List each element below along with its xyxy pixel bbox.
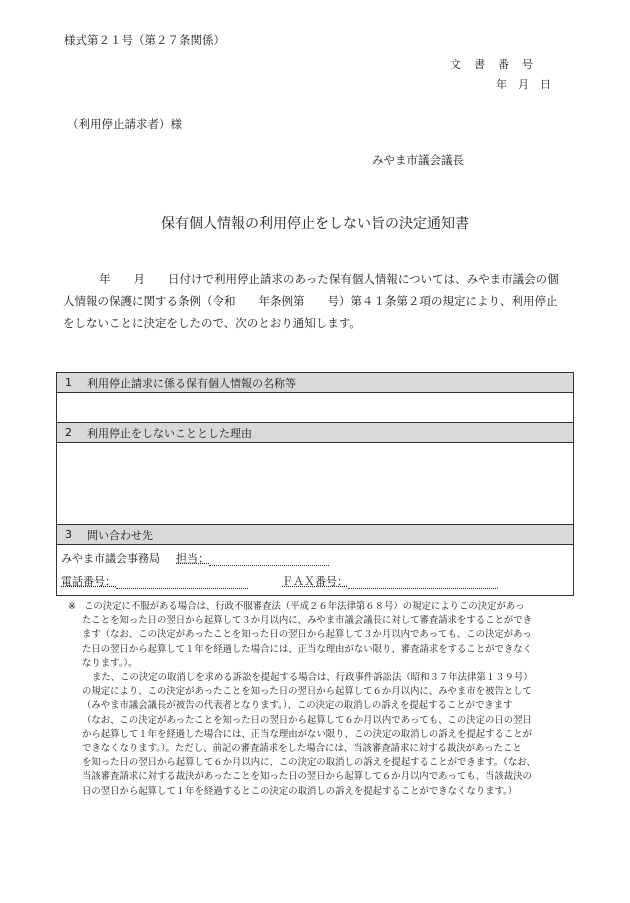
note-line: の規定により、この決定があったことを知った日の翌日から起算して６か月以内に、みやま市を被告として — [82, 686, 532, 698]
note-line: たことを知った日の翌日から起算して３か月以内に、みやま市議会議長に対して審査請求をすることができ — [82, 615, 533, 627]
document-title: 保有個人情報の利用停止をしない旨の決定通知書 — [161, 216, 469, 232]
row-label: 問い合わせ先 — [87, 528, 153, 542]
body-line: 人情報の保護に関する条例（令和 年条例第 号）第４１条第２項の規定により、利用停止 — [63, 294, 558, 308]
body-paragraph — [63, 268, 583, 334]
note-line: （みやま市議会議長が被告の代表者となります。）、この決定の取消しの訴えを提起することができます — [82, 700, 513, 712]
note-line: 当該審査請求に対する裁決があったことを知った日の翌日から起算して６か月以内であっても、当該裁決の — [82, 771, 532, 783]
item-name-field[interactable] — [57, 393, 573, 423]
fax-field[interactable] — [348, 577, 498, 589]
note-line: た日の翌日から起算して１年を経過した場合には、正当な理由がない限り、審査請求をすることができなく — [82, 643, 533, 655]
person-label: 担当： — [176, 552, 209, 565]
note-line: を知った日の翌日から起算して６か月以内に、この決定の取消しの訴えを提起することができます。（なお、 — [82, 757, 536, 769]
note-line: （なお、この決定があったことを知った日の翌日から起算して６か月以内であっても、この決定の日の翌日 — [82, 714, 532, 726]
form-number: 様式第２１号（第２７条関係） — [64, 33, 225, 47]
row-label: 利用停止請求に係る保有個人情報の名称等 — [87, 376, 296, 390]
contact-line-office — [61, 550, 329, 566]
note-line: 日の翌日から起算して１年を経過するとこの決定の取消しの訴えを提起することができなくなります。） — [82, 785, 518, 797]
recipient-line: （利用停止請求者）様 — [67, 117, 182, 131]
sender-line: みやま市議会議長 — [372, 153, 464, 167]
body-line: をしないことに決定をしたので、次のとおり通知します。 — [63, 316, 361, 330]
body-line: 年 月 日付けで利用停止請求のあった保有個人情報については、みやま市議会の個 — [99, 272, 559, 286]
phone-field[interactable] — [116, 577, 248, 589]
contact-section — [57, 545, 573, 595]
row-number: 1 — [65, 376, 72, 389]
document-date-label: 年 月 日 — [496, 78, 551, 91]
row-header-item-name — [57, 373, 573, 393]
note-line: から起算して１年を経過した場合には、正当な理由がない限り、この決定の取消しの訴えを提起することが — [82, 728, 533, 740]
note-marker: ※ — [68, 601, 76, 612]
note-line: ます（なお、この決定があったことを知った日の翌日から起算して３か月以内であっても、この決定があっ — [82, 629, 532, 641]
document-number-label: 文書番号 — [450, 58, 546, 71]
row-number: 2 — [65, 426, 72, 439]
row-header-reason — [57, 423, 573, 443]
note-line: ※ この決定に不服がある場合は、行政不服審査法（平成２６年法律第６８号）の規定によりこの決定があっ — [68, 600, 588, 614]
row-label: 利用停止をしないこととした理由 — [87, 426, 252, 440]
reason-field[interactable] — [57, 443, 573, 525]
note-line: できなくなります。）。ただし、前記の審査請求をした場合には、当該審査請求に対する裁決があったこと — [82, 743, 522, 755]
phone-label: 電話番号： — [61, 575, 116, 588]
row-header-contact — [57, 525, 573, 545]
row-number: 3 — [65, 528, 72, 541]
office-name: みやま市議会事務局 — [61, 552, 160, 565]
note-line: なります。）。 — [82, 657, 138, 669]
note-line: また、この決定の取消しを求める訴訟を提起する場合は、行政事件訴訟法（昭和３７年法律第１３９号） — [92, 672, 533, 684]
contact-line-phone — [61, 573, 498, 589]
notice-table — [56, 372, 574, 596]
fax-label: ＦＡＸ番号： — [282, 575, 348, 588]
notes-section — [68, 600, 588, 799]
person-field[interactable] — [209, 554, 329, 566]
